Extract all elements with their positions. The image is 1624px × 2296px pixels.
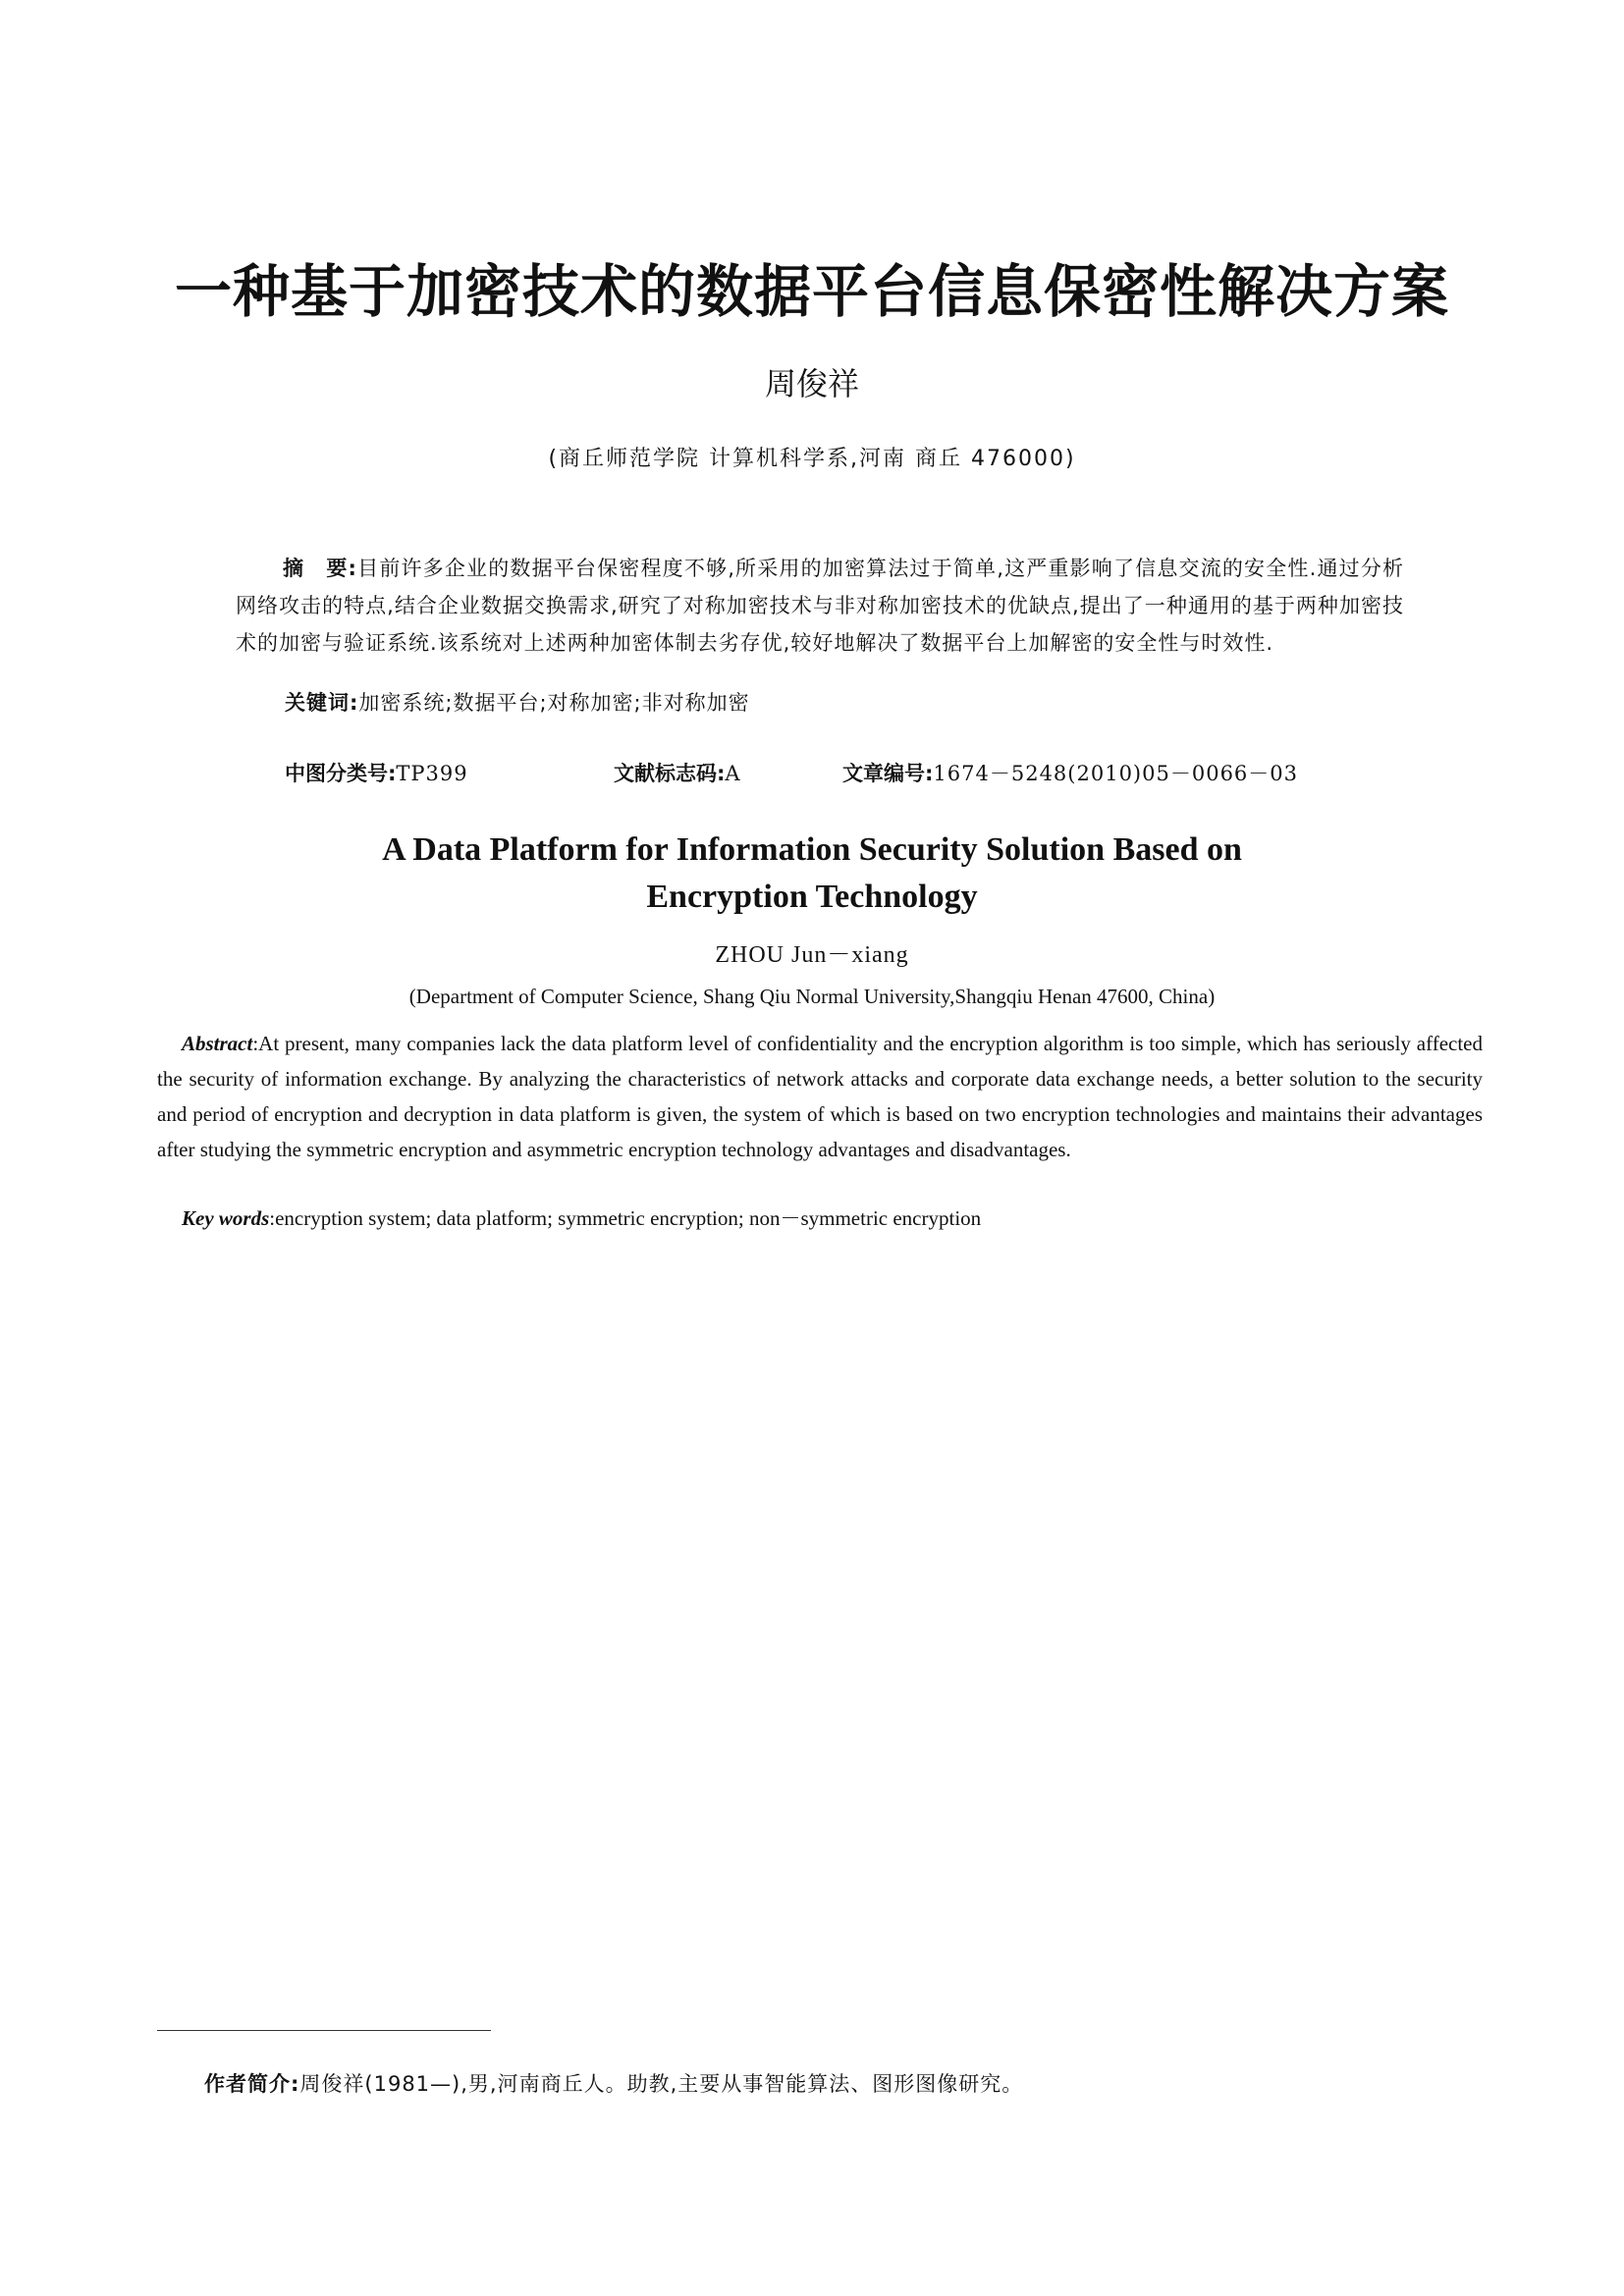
english-abstract-text: :At present, many companies lack the data platform level of confidentiality and the encryption algorithm is too simple, which has seriously affected the security of information exchange. By analyzing the characteristics of network attacks and corporate data exchange needs, a better solution to the security and period of encryption and decryption in data platform is given, the system of which is based on two encryption technologies and maintains their advantages after studying the symmetric encryption and asymmetric encryption technology advantages and disadvantages. <box>157 1032 1483 1161</box>
english-keywords-label: Key words <box>182 1206 270 1230</box>
author-footnote <box>204 2068 1481 2098</box>
english-keywords-text: :encryption system; data platform; symmetric encryption; non－symmetric encryption <box>269 1206 982 1230</box>
chinese-abstract-text: 目前许多企业的数据平台保密程度不够,所采用的加密算法过于简单,这严重影响了信息交流的安全性.通过分析网络攻击的特点,结合企业数据交换需求,研究了对称加密技术与非对称加密技术的优缺点,提出了一种通用的基于两种加密技术的加密与验证系统.该系统对上述两种加密体制去劣存优,较好地解决了数据平台上加解密的安全性与时效性. <box>236 557 1404 655</box>
article-number-label: 文章编号: <box>842 762 934 785</box>
footnote-text: 周俊祥(1981—),男,河南商丘人。助教,主要从事智能算法、图形图像研究。 <box>299 2072 1024 2096</box>
english-affiliation: (Department of Computer Science, Shang Qiu Normal University,Shangqiu Henan 47600, China) <box>408 985 1216 1008</box>
article-number <box>842 758 1298 787</box>
document-code-value: A <box>725 762 741 785</box>
clc-number <box>285 758 468 787</box>
english-author: ZHOU Jun－xiang <box>715 942 909 968</box>
chinese-author: 周俊祥 <box>764 365 859 402</box>
english-title-line1: A Data Platform for Information Security Solution Based on <box>382 831 1242 868</box>
document-code-label: 文献标志码: <box>614 762 726 785</box>
chinese-keywords <box>285 687 1365 717</box>
chinese-keywords-label: 关键词: <box>285 691 359 715</box>
english-keywords <box>182 1202 1458 1232</box>
chinese-keywords-text: 加密系统;数据平台;对称加密;非对称加密 <box>358 691 750 715</box>
clc-value: TP399 <box>396 762 468 785</box>
document-code <box>614 758 741 787</box>
chinese-title: 一种基于加密技术的数据平台信息保密性解决方案 <box>174 258 1449 325</box>
footnote-label: 作者简介: <box>204 2072 300 2096</box>
chinese-affiliation: (商丘师范学院 计算机科学系,河南 商丘 476000) <box>548 447 1076 471</box>
footnote-divider <box>157 2030 491 2031</box>
article-number-value: 1674－5248(2010)05－0066－03 <box>933 762 1299 785</box>
english-title <box>0 827 1624 921</box>
english-abstract-label: Abstract <box>182 1032 253 1055</box>
english-abstract <box>157 1026 1483 1167</box>
chinese-abstract-label: 摘 要: <box>283 557 357 580</box>
chinese-abstract <box>236 550 1404 662</box>
clc-label: 中图分类号: <box>285 762 397 785</box>
english-title-line2: Encryption Technology <box>646 879 978 915</box>
